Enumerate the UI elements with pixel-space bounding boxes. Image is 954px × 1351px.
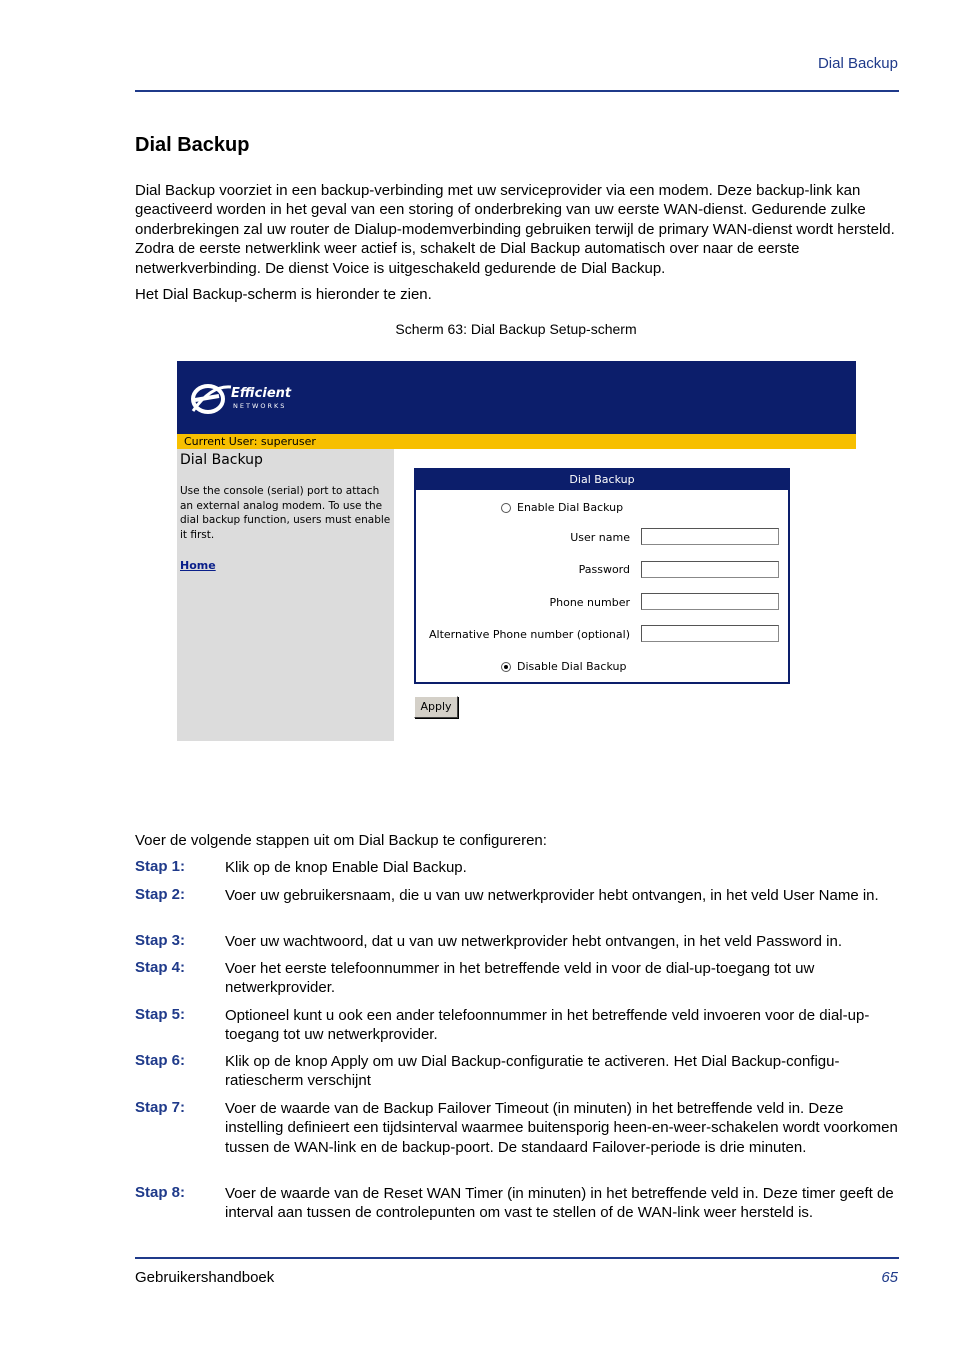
intro-paragraph: Dial Backup voorziet in een backup-verbinding met uw serviceprovider via een modem. Deze backup-link kan geactiveerd worden in het geval van een storing of onderbreking van uw eerste WAN-dienst. Gedurende zulke onderbrekingen zal uw router de Dialup-modemverbinding gebruiken terwijl de primary WAN-dienst wordt hersteld. Zodra de eerste netwerklink weer actief is, schakelt de Dial Backup automatisch over naar de eerste netwerkverbinding. De dienst Voice is uitgeschakeld gedurende de Dial Backup. (135, 182, 895, 277)
step-label: Stap 6: (135, 1052, 186, 1069)
user-name-input[interactable] (641, 528, 779, 545)
header-rule (135, 90, 899, 92)
logo-word: Efficient (231, 386, 292, 401)
running-header: Dial Backup (817, 55, 898, 72)
step-text: Voer uw gebruikersnaam, die u van uw netwerkprovider hebt ontvangen, in het veld User Name in. (225, 887, 879, 904)
figure-caption: Scherm 63: Dial Backup Setup-scherm (395, 321, 637, 337)
step-label: Stap 7: (135, 1099, 186, 1116)
step-text: Voer het eerste telefoonnummer in het betreffende veld in voor de dial-up-toegang tot uw netwerkprovider. (225, 960, 815, 997)
sidebar-title: Dial Backup (180, 452, 263, 468)
step-text: Optioneel kunt u ook een ander telefoonnummer in het betreffende veld invoeren voor de dial-up-toegang tot uw netwerkprovider. (225, 1007, 870, 1044)
step-label: Stap 8: (135, 1184, 186, 1201)
password-label: Password (578, 563, 630, 576)
step-label: Stap 4: (135, 959, 186, 976)
enable-label: Enable Dial Backup (517, 501, 624, 514)
disable-label: Disable Dial Backup (517, 660, 627, 673)
dial-backup-screenshot (177, 361, 856, 741)
alt-phone-label: Alternative Phone number (optional) (428, 628, 630, 641)
user-name-label: User name (570, 531, 630, 544)
step-label: Stap 3: (135, 932, 186, 949)
phone-number-input[interactable] (641, 593, 779, 610)
section-title: Dial Backup (135, 134, 250, 156)
alt-phone-input[interactable] (641, 625, 779, 642)
sidebar (177, 449, 394, 741)
logo-sub: NETWORKS (233, 402, 287, 410)
steps-intro: Voer de volgende stappen uit om Dial Backup te configureren: (135, 832, 547, 849)
efficient-networks-logo (191, 381, 301, 417)
disable-dial-backup-option[interactable] (501, 660, 626, 673)
step-text: Voer de waarde van de Reset WAN Timer (in minuten) in het betreffende veld in. Deze timer geeft de interval aan tussen de controlepunten om vast te stellen of de WAN-link weer hersteld is. (225, 1185, 894, 1222)
step-label: Stap 5: (135, 1006, 186, 1023)
home-link[interactable]: Home (180, 559, 216, 572)
step-text: Klik op de knop Enable Dial Backup. (225, 859, 467, 876)
disable-radio[interactable] (501, 662, 511, 672)
step-text: Voer uw wachtwoord, dat u van uw netwerkprovider hebt ontvangen, in het veld Password in. (225, 933, 843, 950)
page-number: 65 (881, 1269, 898, 1286)
enable-dial-backup-option[interactable] (501, 501, 623, 514)
panel-title: Dial Backup (416, 470, 788, 490)
step-text: Klik op de knop Apply om uw Dial Backup-configuratie te activeren. Het Dial Backup-configu-ratiescherm verschijnt (225, 1053, 840, 1090)
current-user-text: Current User: superuser (184, 435, 316, 448)
footer-rule (135, 1257, 899, 1259)
intro-paragraph-2: Het Dial Backup-scherm is hieronder te zien. (135, 286, 432, 303)
current-user-bar (177, 434, 856, 449)
brand-header (177, 361, 856, 434)
step-text: Voer de waarde van de Backup Failover Timeout (in minuten) in het betreffende veld in. Deze instelling definieert een tijdsinterval waarmee buitensporig heen-en-weer-schakelen wordt voorkomen tussen de WAN-link en de backup-poort. De standaard Failover-periode is drie minuten. (225, 1100, 898, 1156)
step-label: Stap 1: (135, 858, 186, 875)
enable-radio[interactable] (501, 503, 511, 513)
dial-backup-panel (414, 468, 790, 684)
sidebar-help-text: Use the console (serial) port to attach an external analog modem. To use the dial backup function, users must enable it first. (180, 485, 391, 541)
apply-button[interactable]: Apply (414, 696, 458, 718)
password-input[interactable] (641, 561, 779, 578)
footer-manual-title: Gebruikershandboek (135, 1269, 275, 1286)
step-label: Stap 2: (135, 886, 186, 903)
phone-number-label: Phone number (549, 596, 630, 609)
